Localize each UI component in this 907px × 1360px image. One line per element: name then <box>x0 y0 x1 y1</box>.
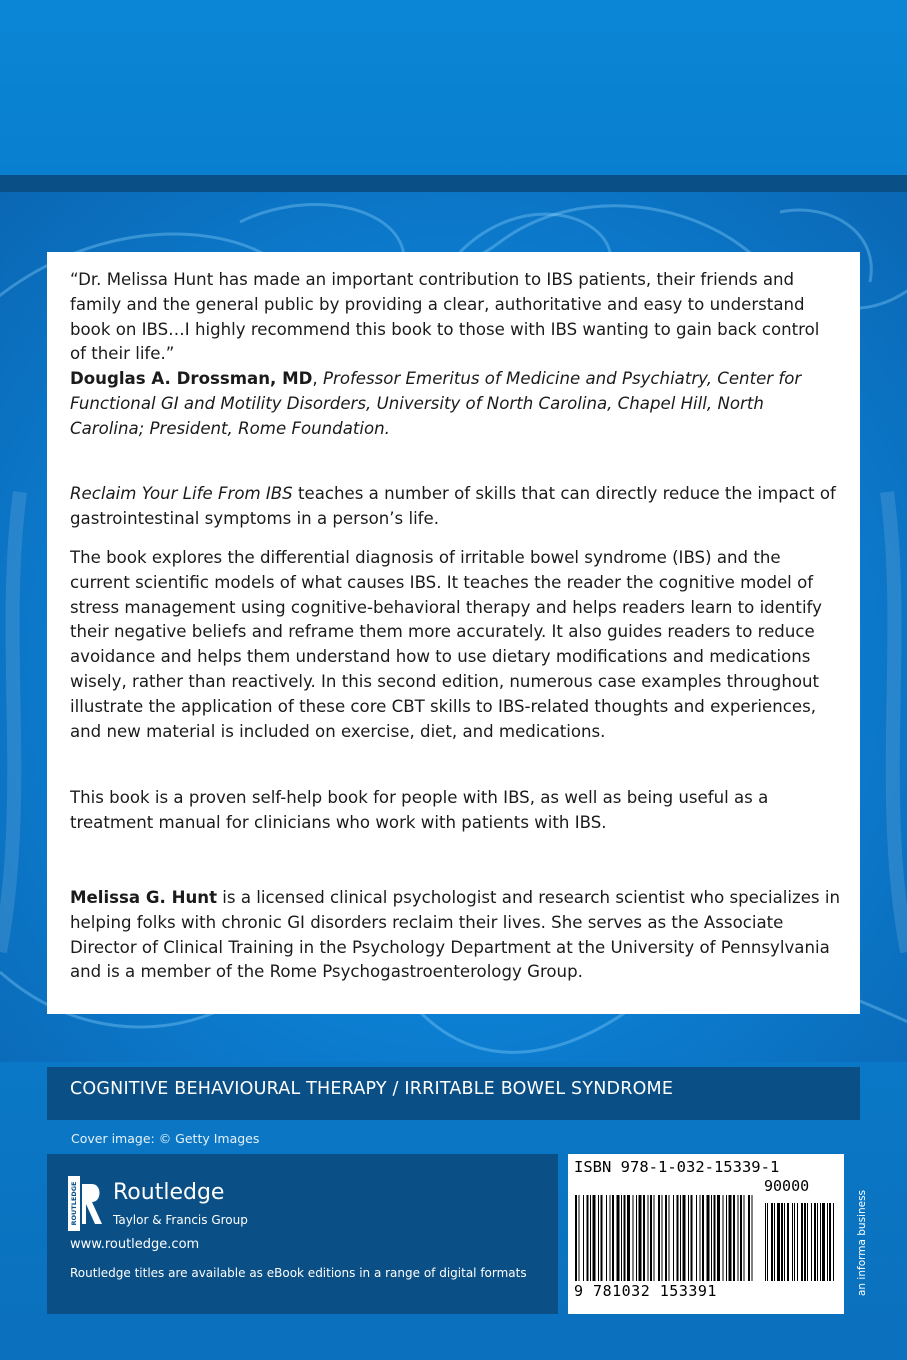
barcode-bar <box>744 1195 745 1281</box>
barcode-bar <box>583 1195 584 1281</box>
barcode-bar <box>711 1195 712 1281</box>
addon-barcode-bar <box>792 1203 793 1281</box>
barcode-bar <box>714 1195 716 1281</box>
barcode-bar <box>700 1195 701 1281</box>
endorsement-block <box>70 268 840 442</box>
barcode-bar <box>654 1195 655 1281</box>
barcode-bar <box>752 1195 753 1281</box>
barcode-bar <box>590 1195 591 1281</box>
addon-barcode-bar <box>787 1203 789 1281</box>
addon-barcode-bar <box>794 1203 795 1281</box>
barcode-bar <box>680 1195 681 1281</box>
barcode-bar <box>733 1195 735 1281</box>
barcode-bar <box>702 1195 704 1281</box>
barcode-bar <box>606 1195 607 1281</box>
subject-category: COGNITIVE BEHAVIOURAL THERAPY / IRRITABLE BOWEL SYNDROME <box>70 1079 674 1099</box>
barcode-bar <box>688 1195 689 1281</box>
description-paragraph-2: The book explores the differential diagnosis of irritable bowel syndrome (IBS) and the current scientific models of what causes IBS. It teaches the reader the cognitive model of stress management using cognitive-behavioral therapy and helps readers learn to identify their negative beliefs and reframe them more accurately. It also guides readers to reduce avoidance and helps them understand how to use dietary modifications and medications wisely, rather than reactively. In this second edition, numerous case examples throughout illustrate the application of these core CBT skills to IBS-related thoughts and experiences, and new material is included on exercise, diet, and medications. <box>70 548 822 741</box>
publisher-group: Taylor & Francis Group <box>113 1213 248 1227</box>
barcode-bar <box>633 1195 634 1281</box>
addon-barcode-bar <box>817 1203 818 1281</box>
addon-barcode-bar <box>829 1203 831 1281</box>
barcode-bar <box>617 1195 620 1281</box>
description-intro <box>70 482 840 532</box>
endorsement-quote: “Dr. Melissa Hunt has made an important contribution to IBS patients, their friends and family and the general public by providing a clear, authoritative and easy to understand book on IBS…I highly recommend this book to those with IBS wanting to gain back control of their life.” <box>70 270 820 364</box>
addon-barcode-bar <box>781 1203 783 1281</box>
barcode-bar <box>673 1195 674 1281</box>
barcode-bar <box>669 1195 670 1281</box>
informa-side-label: an informa business <box>856 1189 868 1296</box>
addon-barcode-bar <box>767 1203 768 1281</box>
addon-barcode-bar <box>797 1203 798 1281</box>
addon-barcode-bar <box>822 1203 825 1281</box>
barcode-bar <box>748 1195 750 1281</box>
barcode-bar <box>726 1195 727 1281</box>
publisher-name: Routledge <box>113 1180 225 1205</box>
addon-barcode-bar <box>801 1203 803 1281</box>
addon-barcode-bar <box>777 1203 780 1281</box>
book-title: Reclaim Your Life From IBS <box>70 484 293 503</box>
barcode-bar <box>624 1195 626 1281</box>
endorsement-author: Douglas A. Drossman, MD <box>70 369 313 389</box>
barcode-bar <box>598 1195 599 1281</box>
addon-barcode-bar <box>804 1203 806 1281</box>
author-name: Melissa G. Hunt <box>70 888 218 907</box>
barcode-bar <box>627 1195 630 1281</box>
barcode-graphic <box>573 1195 839 1281</box>
description-paragraph-3: This book is a proven self-help book for people with IBS, as well as being useful as a treatment manual for clinicians who work with patients with IBS. <box>70 788 769 832</box>
barcode-bar <box>662 1195 663 1281</box>
endorsement-separator: , <box>312 369 323 389</box>
barcode-bar <box>593 1195 596 1281</box>
addon-barcode-bar <box>784 1203 785 1281</box>
cover-credit: Cover image: © Getty Images <box>71 1131 260 1146</box>
barcode-bar <box>636 1195 637 1281</box>
barcode-bar <box>587 1195 589 1281</box>
addon-barcode-bar <box>833 1203 834 1281</box>
barcode-bar <box>650 1195 652 1281</box>
barcode-bar <box>648 1195 649 1281</box>
addon-barcode-bar <box>765 1203 766 1281</box>
addon-barcode-bar <box>811 1203 812 1281</box>
barcode-bar <box>658 1195 660 1281</box>
logo-wordmark: ROUTLEDGE <box>70 1181 78 1226</box>
barcode-bar <box>621 1195 622 1281</box>
barcode-bar <box>696 1195 697 1281</box>
isbn-label: ISBN 978-1-032-15339-1 <box>574 1158 780 1176</box>
barcode-bar <box>691 1195 693 1281</box>
barcode-bar <box>610 1195 611 1281</box>
top-color-band <box>0 0 907 175</box>
barcode-bar <box>677 1195 679 1281</box>
author-bio <box>70 886 840 985</box>
description-intro-text: teaches a number of skills that can directly reduce the impact of gastrointestinal symptoms in a person’s life. <box>70 484 836 528</box>
barcode-bar <box>729 1195 732 1281</box>
ebook-note: Routledge titles are available as eBook editions in a range of digital formats <box>70 1266 527 1280</box>
barcode-bar <box>740 1195 742 1281</box>
barcode-bar <box>738 1195 739 1281</box>
routledge-logo-icon <box>68 1176 104 1231</box>
top-dark-rule <box>0 175 907 192</box>
addon-barcode-bar <box>774 1203 775 1281</box>
addon-barcode-bar <box>814 1203 816 1281</box>
endorsement-affiliation: Professor Emeritus of Medicine and Psychiatry, Center for Functional GI and Motility Disorders, University of North Carolina, Chapel Hill, North Carolina; President, Rome Foundation. <box>70 369 802 438</box>
publisher-box <box>47 1154 558 1314</box>
barcode-bar <box>601 1195 603 1281</box>
addon-barcode-bar <box>807 1203 808 1281</box>
barcode-bar <box>612 1195 614 1281</box>
barcode-bar <box>707 1195 710 1281</box>
barcode-bar <box>723 1195 724 1281</box>
barcode-bar <box>717 1195 720 1281</box>
barcode-bar <box>683 1195 686 1281</box>
addon-barcode-bar <box>771 1203 773 1281</box>
addon-barcode-bar <box>820 1203 821 1281</box>
barcode-bar <box>639 1195 642 1281</box>
barcode-bar <box>665 1195 667 1281</box>
addon-barcode-bar <box>827 1203 828 1281</box>
barcode-bar <box>575 1195 577 1281</box>
barcode-bar <box>643 1195 645 1281</box>
ean-number: 9 781032 153391 <box>574 1282 717 1300</box>
author-bio-text: is a licensed clinical psychologist and research scientist who specializes in helping folks with chronic GI disorders reclaim their lives. She serves as the Associate Director of Clinical Training in the Psychology Department at the University of Pennsylvania and is a member of the Rome Psychogastroenterology Group. <box>70 888 840 982</box>
price-addon: 90000 <box>764 1177 810 1195</box>
barcode-bar <box>579 1195 580 1281</box>
publisher-url[interactable]: www.routledge.com <box>70 1237 200 1252</box>
